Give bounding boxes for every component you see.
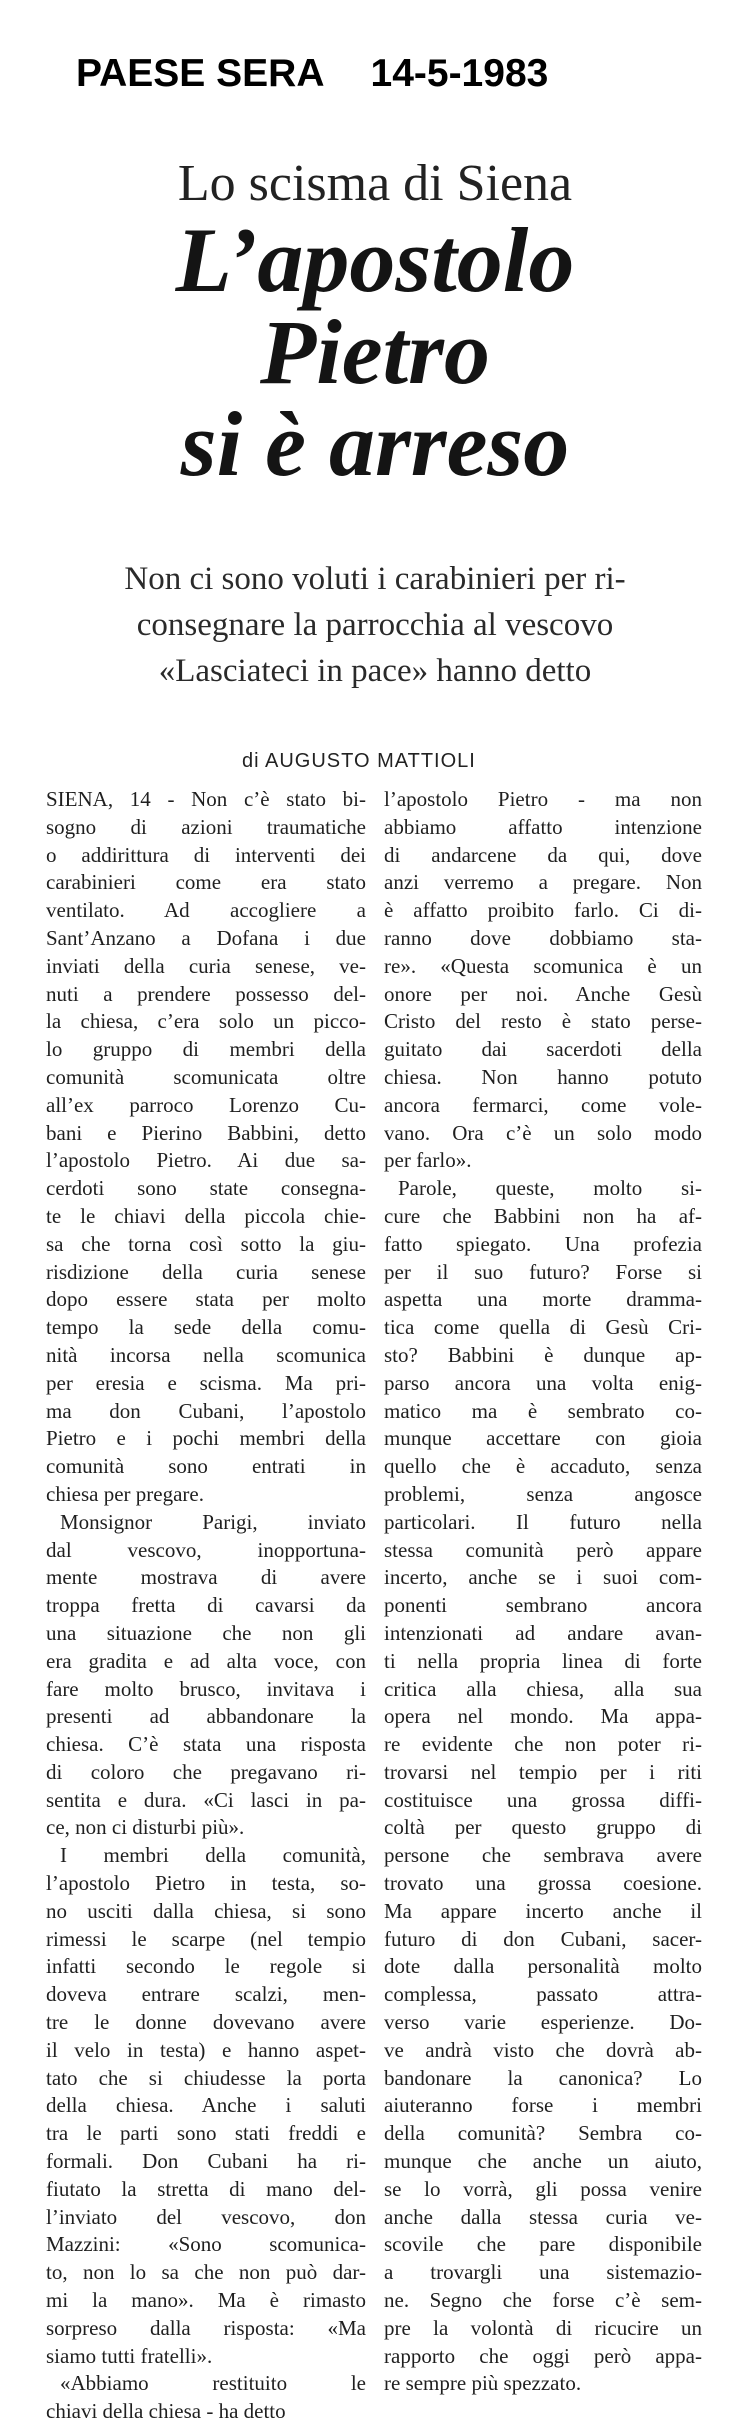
column-text-line: bani e Pierino Babbini, detto (46, 1120, 366, 1145)
column-text-line: aspetta una morte dramma- (384, 1287, 702, 1312)
column-text-line: di andarcene da qui, dove (384, 842, 702, 867)
column-text-line: lo gruppo di membri della (46, 1037, 366, 1062)
column-text-line: a trovargli una sistemazio- (384, 2260, 702, 2285)
column-text-line: ventilato. Ad accogliere a (46, 898, 366, 923)
column-text-line: ma don Cubani, l’apostolo (46, 1398, 366, 1423)
column-text-line: quello che è accaduto, senza (384, 1454, 702, 1479)
column-text-line: Ma appare incerto anche il (384, 1898, 702, 1923)
column-text-line: problemi, senza angosce (384, 1481, 702, 1506)
column-text-line: era gradita e ad alta voce, con (46, 1648, 366, 1673)
column-text-line: doveva entrare scalzi, men- (46, 1982, 366, 2007)
column-text-line: costituisce una grossa diffi- (384, 1787, 702, 1812)
column-text-line: tempo la sede della comu- (46, 1315, 366, 1340)
newspaper-name: PAESE SERA (76, 52, 325, 95)
article-column-right (384, 786, 702, 2398)
column-text-line: Mazzini: «Sono scomunica- (46, 2232, 366, 2257)
column-text-line: ranno dove dobbiamo sta- (384, 925, 702, 950)
subheadline-line: consegnare la parrocchia al vescovo (136, 607, 614, 643)
column-text-line: sto? Babbini è dunque ap- (384, 1342, 702, 1367)
column-text-line: carabinieri come era stato (46, 870, 366, 895)
column-text-line: cerdoti sono state consegna- (46, 1176, 366, 1201)
column-text-line: l’inviato del vescovo, don (46, 2204, 366, 2229)
column-text-line: il velo in testa) e hanno aspet- (46, 2037, 366, 2062)
column-text-line: Parole, queste, molto si- (398, 1176, 702, 1201)
column-text-line: abbiamo affatto intenzione (384, 814, 702, 839)
column-text-line: nuti a prendere possesso del- (46, 981, 366, 1006)
column-text-line: chiavi della chiesa - ha detto (46, 2399, 286, 2424)
column-text-line: è affatto proibito farlo. Ci di- (384, 898, 702, 923)
column-text-line: nità incorsa nella scomunica (46, 1342, 366, 1367)
column-text-line: anche dalla stessa curia ve- (384, 2204, 702, 2229)
column-text-line: dopo essere stata per molto (46, 1287, 366, 1312)
column-text-line: ponenti sembrano ancora (384, 1593, 702, 1618)
column-text-line: futuro di don Cubani, sacer- (384, 1926, 702, 1951)
column-text-line: pre la volontà di ricucire un (384, 2315, 702, 2340)
column-text-line: matico ma è sembrato co- (384, 1398, 702, 1423)
column-text-line: no usciti dalla chiesa, si sono (46, 1898, 366, 1923)
column-text-line: trovato una grossa coesione. (384, 1871, 702, 1896)
column-text-line: ti nella propria linea di forte (384, 1648, 702, 1673)
column-text-line: tato che si chiudesse la porta (46, 2065, 366, 2090)
column-text-line: incerto, anche se i suoi com- (384, 1565, 702, 1590)
column-text-line: per eresia e scisma. Ma pri- (46, 1370, 366, 1395)
column-text-line: trovarsi nel tempio per i riti (384, 1759, 702, 1784)
column-text-line: una situazione che non gli (46, 1620, 366, 1645)
column-text-line: munque accettare con gioia (384, 1426, 702, 1451)
column-text-line: sorpreso dalla risposta: «Ma (46, 2315, 366, 2340)
subheadline-line: «Lasciateci in pace» hanno detto (158, 653, 592, 689)
column-text-line: ve andrà visto che dovrà ab- (384, 2037, 702, 2062)
column-text-line: se lo vorrà, gli possa venire (384, 2176, 702, 2201)
column-text-line: inviati della curia senese, ve- (46, 953, 366, 978)
column-text-line: vano. Ora c’è un solo modo (384, 1120, 702, 1145)
column-text-line: Monsignor Parigi, inviato (60, 1509, 366, 1534)
column-text-line: munque che anche un aiuto, (384, 2149, 702, 2174)
column-text-line: te le chiavi della piccola chie- (46, 1203, 366, 1228)
column-text-line: comunità sono entrati in (46, 1454, 366, 1479)
column-text-line: la chiesa, c’era solo un picco- (46, 1009, 366, 1034)
article-byline: di AUGUSTO MATTIOLI (242, 750, 476, 772)
article-column-left (46, 786, 366, 2426)
column-text-line: «Abbiamo restituito le (60, 2371, 366, 2396)
column-text-line: Sant’Anzano a Dofana i due (46, 925, 366, 950)
column-text-line: dal vescovo, inopportuna- (46, 1537, 366, 1562)
column-text-line: siamo tutti fratelli». (46, 2343, 213, 2368)
column-text-line: tica come quella di Gesù Cri- (384, 1315, 702, 1340)
column-text-line: stessa comunità però appare (384, 1537, 702, 1562)
column-text-line: intenzionati ad andare avan- (384, 1620, 702, 1645)
column-text-line: I membri della comunità, (60, 1843, 366, 1868)
column-text-line: scovile che pare disponibile (384, 2232, 702, 2257)
publication-date: 14-5-1983 (370, 52, 549, 95)
column-text-line: sentita e dura. «Ci lasci in pa- (46, 1787, 366, 1812)
column-text-line: chiesa. Non hanno potuto (384, 1064, 702, 1089)
column-text-line: SIENA, 14 - Non c’è stato bi- (46, 787, 366, 811)
column-text-line: sogno di azioni traumatiche (46, 814, 366, 839)
column-text-line: risdizione della curia senese (46, 1259, 366, 1284)
headline-line: Pietro (260, 301, 490, 403)
column-text-line: cure che Babbini non ha af- (384, 1203, 702, 1228)
headline-line: L’apostolo (175, 209, 575, 311)
column-text-line: coltà per questo gruppo di (384, 1815, 702, 1840)
column-text-line: fatto spiegato. Una profezia (384, 1231, 702, 1256)
column-text-line: aiuteranno forse i membri (384, 2093, 702, 2118)
column-text-line: dote dalla personalità molto (384, 1954, 702, 1979)
column-text-line: fiutato la stretta di mano del- (46, 2176, 366, 2201)
column-text-line: di coloro che pregavano ri- (46, 1759, 366, 1784)
column-text-line: infatti secondo le regole si (46, 1954, 366, 1979)
column-text-line: to, non lo sa che non può dar- (46, 2260, 366, 2285)
column-text-line: opera nel mondo. Ma appa- (384, 1704, 702, 1729)
column-text-line: complessa, passato attra- (384, 1982, 702, 2007)
column-text-line: l’apostolo Pietro. Ai due sa- (46, 1148, 366, 1173)
column-text-line: presenti ad abbandonare la (46, 1704, 366, 1729)
column-text-line: anzi verremo a pregare. Non (384, 870, 702, 895)
column-text-line: parso ancora una volta enig- (384, 1370, 702, 1395)
column-text-line: Cristo del resto è stato perse- (384, 1009, 702, 1034)
column-text-line: sa che torna così sotto la giu- (46, 1231, 366, 1256)
column-text-line: l’apostolo Pietro in testa, so- (46, 1871, 366, 1896)
masthead (76, 52, 548, 96)
column-text-line: verso varie esperienze. Do- (384, 2010, 702, 2035)
column-text-line: comunità scomunicata oltre (46, 1064, 366, 1089)
subheadline-line: Non ci sono voluti i carabinieri per ri- (124, 561, 626, 597)
column-text-line: tra le parti sono stati freddi e (46, 2121, 366, 2146)
column-text-line: formali. Don Cubani ha ri- (46, 2149, 366, 2174)
column-text-line: rapporto che oggi però appa- (384, 2343, 702, 2368)
column-text-line: tre le donne dovevano avere (46, 2010, 366, 2035)
column-text-line: della comunità? Sembra co- (384, 2121, 702, 2146)
column-text-line: re evidente che non poter ri- (384, 1732, 702, 1757)
column-text-line: chiesa per pregare. (46, 1481, 204, 1506)
column-text-line: particolari. Il futuro nella (384, 1509, 702, 1534)
column-text-line: chiesa. C’è stata una risposta (46, 1732, 366, 1757)
column-text-line: per il suo futuro? Forse si (384, 1259, 702, 1284)
article-kicker: Lo scisma di Siena (177, 155, 573, 212)
article-headline (0, 209, 750, 495)
column-text-line: l’apostolo Pietro - ma non (384, 787, 702, 811)
column-text-line: fare molto brusco, invitava i (46, 1676, 366, 1701)
column-text-line: per farlo». (384, 1148, 472, 1173)
headline-line: si è arreso (180, 393, 570, 495)
column-text-line: mi la mano». Ma è rimasto (46, 2288, 366, 2313)
column-text-line: Pietro e i pochi membri della (46, 1426, 366, 1451)
column-text-line: ancora fermarci, come vole- (384, 1092, 702, 1117)
column-text-line: rimessi le scarpe (nel tempio (46, 1926, 366, 1951)
column-text-line: critica alla chiesa, alla sua (384, 1676, 702, 1701)
column-text-line: bandonare la canonica? Lo (384, 2065, 702, 2090)
column-text-line: re sempre più spezzato. (384, 2371, 582, 2396)
column-text-line: ne. Segno che forse c’è sem- (384, 2288, 702, 2313)
column-text-line: mente mostrava di avere (46, 1565, 366, 1590)
column-text-line: della chiesa. Anche i saluti (46, 2093, 366, 2118)
column-text-line: onore per noi. Anche Gesù (384, 981, 702, 1006)
column-text-line: guitato dai sacerdoti della (384, 1037, 702, 1062)
column-text-line: persone che sembrava avere (384, 1843, 702, 1868)
column-text-line: troppa fretta di cavarsi da (46, 1593, 366, 1618)
column-text-line: all’ex parroco Lorenzo Cu- (46, 1092, 366, 1117)
article-subheadline (0, 556, 750, 694)
column-text-line: ce, non ci disturbi più». (46, 1815, 245, 1840)
column-text-line: o addirittura di interventi dei (46, 842, 366, 867)
column-text-line: re». «Questa scomunica è un (384, 953, 702, 978)
